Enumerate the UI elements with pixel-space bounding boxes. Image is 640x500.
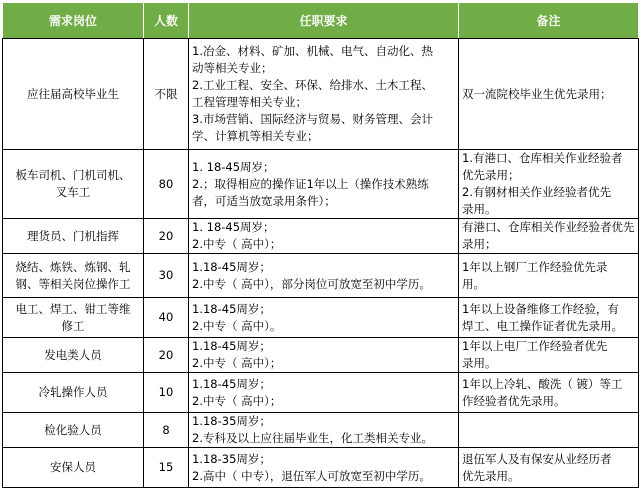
remarks-line: 优先录用； <box>462 168 520 182</box>
position-cell <box>3 219 144 254</box>
remarks-cell <box>459 150 639 219</box>
count-cell: 40 <box>144 298 189 338</box>
requirements-line: 2.中专（ 高中）； <box>192 237 282 251</box>
remarks-line: 1.有港口、仓库相关作业经验者 <box>462 151 623 165</box>
requirements-line: 1.18-35周岁； <box>192 451 271 466</box>
remarks-line: 用。 <box>462 276 485 291</box>
remarks-line: 焊工、电工操作证者优先录用。 <box>462 318 623 333</box>
remarks-cell <box>459 254 639 298</box>
position-line: 板车司机、门机司机、 <box>15 168 131 182</box>
remarks-line: 1年以上冷轧、酸洗（ 镀）等工 <box>462 376 623 391</box>
position-line: 应往届高校毕业生 <box>27 86 119 101</box>
position-line: 发电类人员 <box>44 347 102 362</box>
table-row <box>3 150 639 219</box>
position-line: 理货员、门机指挥 <box>27 228 119 243</box>
position-cell <box>3 254 144 298</box>
table-row <box>3 39 639 150</box>
requirements-line: 动等相关专业； <box>192 61 273 75</box>
requirements-line: 1. 18-45周岁； <box>192 159 275 174</box>
table-row <box>3 254 639 298</box>
header-position: 需求岗位 <box>3 3 144 39</box>
position-line: 钢、等相关岗位操作工 <box>15 276 131 291</box>
requirements-line: 1.18-45周岁； <box>192 339 271 353</box>
requirements-line: 1.18-45周岁； <box>192 301 271 316</box>
remarks-line: 录用。 <box>462 202 497 216</box>
requirements-cell <box>189 254 459 298</box>
position-cell <box>3 373 144 413</box>
table-row <box>3 338 639 373</box>
requirements-line: 2.；取得相应的操作证1年以上（操作技术熟练 <box>192 176 429 191</box>
requirements-line: 2.中专（ 高中），部分岗位可放宽至初中学历。 <box>192 276 431 291</box>
requirements-cell <box>189 448 459 488</box>
count-cell: 30 <box>144 254 189 298</box>
requirements-line: 1.冶金、材料、矿加、机械、电气、自动化、热 <box>192 44 433 58</box>
position-cell <box>3 413 144 448</box>
count-cell: 20 <box>144 219 189 254</box>
requirements-line: 2.中专（ 高中）。 <box>192 318 282 333</box>
requirements-cell <box>189 219 459 254</box>
remarks-cell <box>459 298 639 338</box>
position-cell <box>3 298 144 338</box>
header-count: 人数 <box>144 3 189 39</box>
requirements-cell <box>189 413 459 448</box>
requirements-line: 3.市场营销、国际经济与贸易、财务管理、会计 <box>192 112 433 126</box>
requirements-cell <box>189 150 459 219</box>
remarks-line: 录用； <box>462 237 497 251</box>
position-line: 修工 <box>61 318 85 333</box>
remarks-line: 双一流院校毕业生优先录用； <box>462 86 612 101</box>
position-cell <box>3 338 144 373</box>
requirements-cell <box>189 338 459 373</box>
requirements-line: 2.中专（ 高中）； <box>192 393 282 408</box>
requirements-line: 者，可适当放宽录用条件）； <box>192 193 336 208</box>
requirements-cell <box>189 298 459 338</box>
position-line: 叉车工 <box>55 185 91 199</box>
remarks-line: 1年以上电厂工作经验者优先 <box>462 339 608 353</box>
requirements-cell <box>189 39 459 150</box>
requirements-cell <box>189 373 459 413</box>
remarks-line: 有港口、仓库相关作业经验者优先 <box>462 220 635 234</box>
requirements-line: 2.专科及以上应往届毕业生，化工类相关专业。 <box>192 431 433 445</box>
header-remarks: 备注 <box>459 3 639 39</box>
remarks-cell <box>459 219 639 254</box>
position-line: 电工、焊工、钳工等维 <box>15 301 131 316</box>
count-cell: 80 <box>144 150 189 219</box>
table-row <box>3 413 639 448</box>
remarks-line: 作经验者优先录用。 <box>462 393 566 408</box>
remarks-line: 1年以上钢厂工作经验优先录 <box>462 259 608 274</box>
remarks-cell <box>459 373 639 413</box>
remarks-line: 录用。 <box>462 356 497 370</box>
remarks-cell <box>459 448 639 488</box>
position-line: 冷轧操作人员 <box>38 385 108 399</box>
count-cell: 10 <box>144 373 189 413</box>
position-line: 烧结、炼铁、炼钢、轧 <box>15 259 131 274</box>
count-cell: 20 <box>144 338 189 373</box>
table-row <box>3 373 639 413</box>
table-row <box>3 298 639 338</box>
remarks-line: 优先录用。 <box>462 468 520 483</box>
position-cell <box>3 448 144 488</box>
requirements-line: 1. 18-45周岁； <box>192 220 275 234</box>
remarks-line: 2.有钢材相关作业经验者优先 <box>462 185 611 199</box>
requirements-line: 1.18-45周岁； <box>192 376 271 391</box>
table-row <box>3 448 639 488</box>
remarks-line: 退伍军人及有保安从业经历者 <box>462 451 612 466</box>
header-row <box>3 3 639 39</box>
position-line: 安保人员 <box>50 460 96 474</box>
count-cell: 15 <box>144 448 189 488</box>
count-cell: 8 <box>144 413 189 448</box>
position-cell <box>3 150 144 219</box>
requirements-line: 1.18-45周岁； <box>192 259 271 274</box>
count-cell: 不限 <box>144 39 189 150</box>
remarks-cell <box>459 39 639 150</box>
table-row <box>3 219 639 254</box>
recruitment-table <box>2 2 639 488</box>
requirements-line: 工程管理等相关专业； <box>192 95 307 109</box>
requirements-line: 学、计算机等相关专业； <box>192 129 319 143</box>
requirements-line: 2.中专（ 高中）； <box>192 356 282 370</box>
requirements-line: 1.18-35周岁； <box>192 414 271 428</box>
requirements-line: 2.高中（ 中专），退伍军人可放宽至初中学历。 <box>192 468 431 483</box>
position-line: 检化验人员 <box>44 422 102 437</box>
remarks-line: 1年以上设备维修工作经验，有 <box>462 301 619 316</box>
requirements-line: 2.工业工程、安全、环保、给排水、土木工程、 <box>192 78 433 92</box>
header-requirements: 任职要求 <box>189 3 459 39</box>
position-cell <box>3 39 144 150</box>
remarks-cell <box>459 413 639 448</box>
remarks-cell <box>459 338 639 373</box>
